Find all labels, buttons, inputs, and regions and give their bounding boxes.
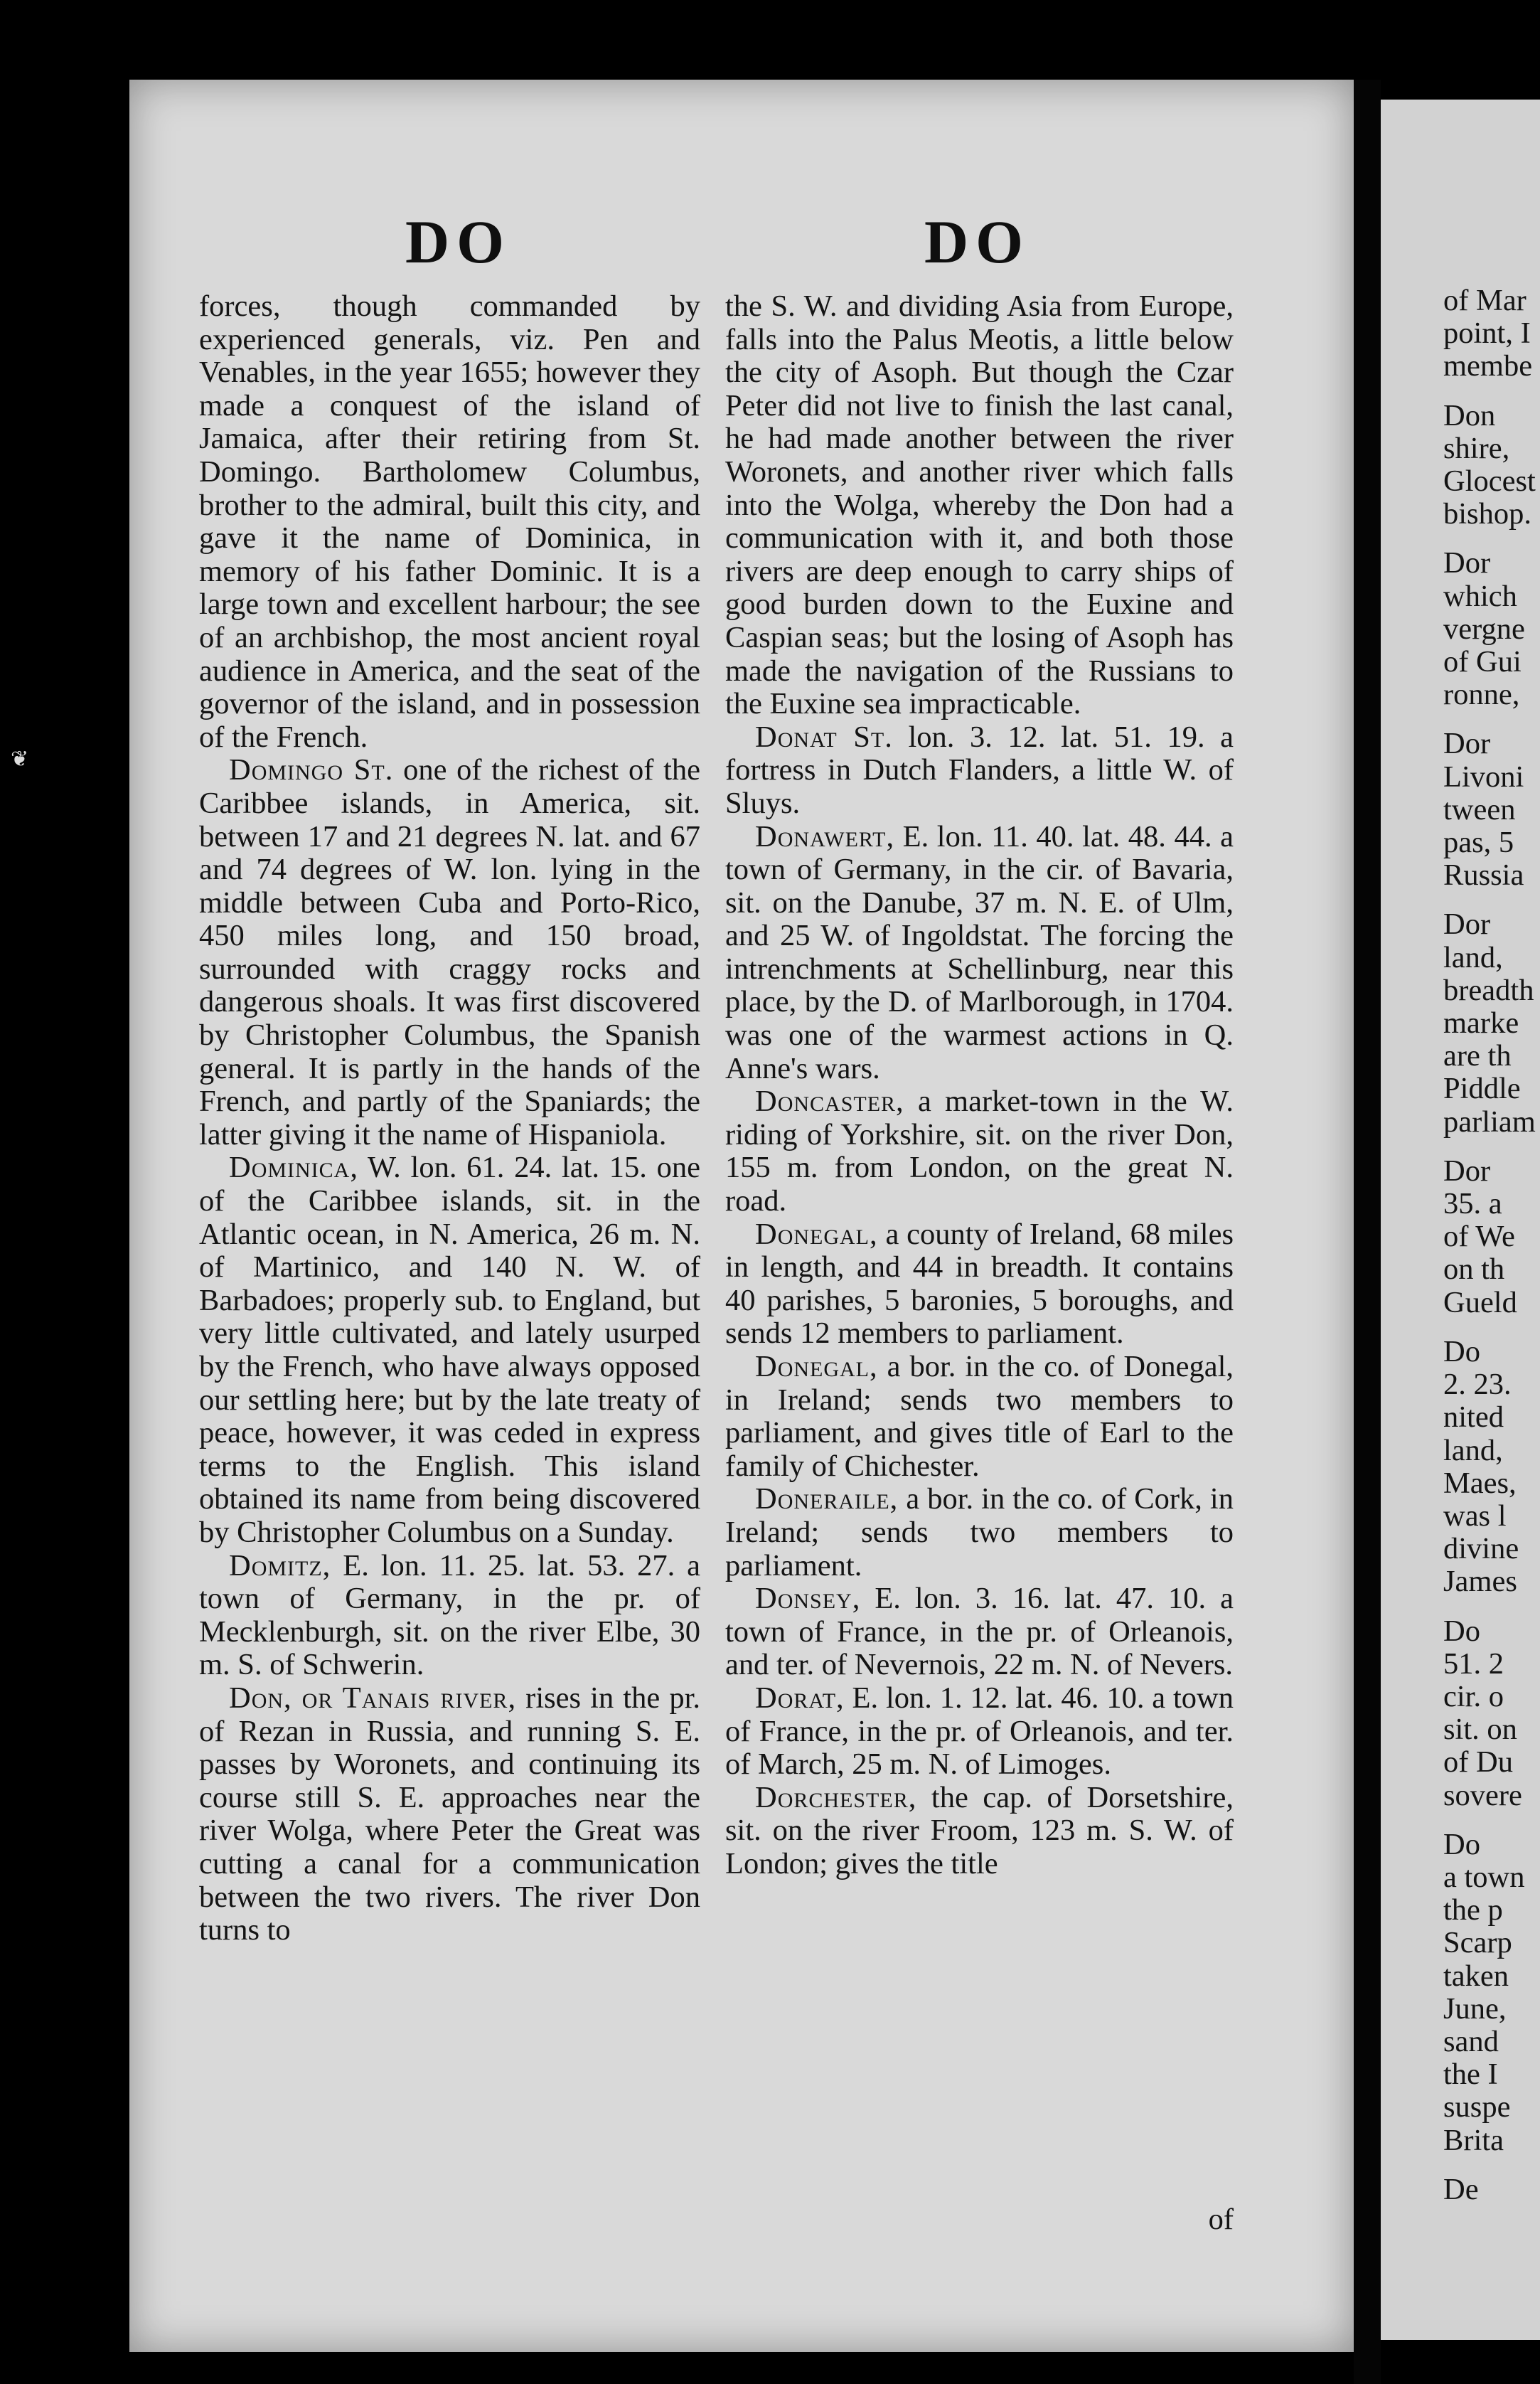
entry-headword: Doncaster, [755,1085,904,1119]
entry-headword: Dorchester, [755,1780,917,1814]
next-page-fragment: parliam [1443,1105,1536,1139]
left-column [199,290,700,1947]
next-page-fragment: suspe [1443,2090,1511,2124]
next-page-fragment: of We [1443,1220,1515,1254]
next-page-fragment: Scarp [1443,1926,1512,1960]
next-page-fragment: Livoni [1443,760,1524,794]
fragment-gap [1443,531,1540,547]
entry-headword: Donat St. [755,720,893,754]
next-page-fragment: was l [1443,1499,1507,1533]
entry-text: forces, though commanded by experienced generals, viz. Pen and Venables, in the year 1655; however they made a conquest of the island of Jamaica, after their retiring from St. Domingo. Bartholomew Columbus, brother to the admiral, built this city, and gave it the name of Dominica, in memory of his father Dominic. It is a large town and excellent harbour; the see of an archbishop, the most ancient royal audience in America, and the seat of the governor of the island, and in possession of the French. [199,289,700,754]
next-page-fragment: ronne, [1443,678,1520,712]
entry-text: a bor. in the co. of Cork, in Ireland; sends two members to parliament. [725,1482,1234,1582]
entry-headword: Domitz, [229,1548,331,1582]
next-page-fragment: are th [1443,1039,1512,1073]
entry-continuation [725,290,1234,721]
entry-headword: Domingo St. [229,753,394,787]
running-head-right: DO [924,208,1030,276]
next-page-fragment: Russia [1443,858,1524,893]
fragment-gap [1443,2157,1540,2173]
right-column [725,290,1234,1881]
dictionary-entry [199,754,700,1151]
fragment-gap [1443,1599,1540,1615]
next-page-fragment: Brita [1443,2123,1504,2157]
next-page-fragment: taken [1443,1959,1509,1993]
entry-text: lon. 3. 12. lat. 51. 19. a fortress in Dutch Flanders, a little W. of Sluys. [725,720,1234,820]
next-page-fragment: sit. on [1443,1713,1517,1747]
next-page-fragment: sovere [1443,1778,1522,1812]
next-page-fragment: Do [1443,1334,1480,1368]
entry-text: a county of Ireland, 68 miles in length, and 44 in breadth. It contains 40 parishes, 5 baronies, 5 boroughs, and sends 12 members to parliament. [725,1217,1234,1351]
next-page-fragment: Glocest [1443,464,1536,499]
entry-headword: Donegal, [755,1350,878,1383]
dictionary-entry [725,1582,1234,1682]
entry-text: rises in the pr. of Rezan in Russia, and running S. E. passes by Woronets, and continuing its course still S. E. approaches near the river Wolga, where Peter the Great was cutting a canal for a communication between the two rivers. The river Don turns to [199,1681,700,1947]
next-page-fragment: membe [1443,349,1533,383]
next-page-fragment: the p [1443,1893,1503,1927]
entry-headword: Donsey, [755,1582,861,1616]
next-page-fragment: Don [1443,398,1496,432]
next-page-fragment: 2. 23. [1443,1368,1512,1402]
next-page-fragment: which [1443,579,1517,613]
next-page-fragment: breadth [1443,973,1534,1007]
dictionary-entry [725,1782,1234,1881]
entry-headword: Don, or Tanais river, [229,1681,517,1715]
next-page-fragments [1443,284,1540,2206]
next-page-fragment: the I [1443,2058,1498,2092]
entry-headword: Dominica, [229,1151,358,1185]
dictionary-entry [725,1483,1234,1582]
entry-text: the cap. of Dorsetshire, sit. on the river Froom, 123 m. S. W. of London; gives the title [725,1780,1234,1880]
dictionary-entry [725,1351,1234,1483]
entry-text: W. lon. 61. 24. lat. 15. one of the Caribbee islands, sit. in the Atlantic ocean, in N. America, 26 m. N. of Martinico, and 140 N. W. of Barbadoes; properly sub. to England, but very little cultivated, and lately usurped by the French, who have always opposed our settling here; but by the late treaty of peace, however, it was ceded in express terms to the English. This island obtained its name from being discovered by Christopher Columbus on a Sunday. [199,1151,701,1549]
next-page-fragment: of Mar [1443,284,1526,317]
next-page-fragment: pas, 5 [1443,826,1514,860]
next-page-fragment: shire, [1443,431,1510,465]
next-page-fragment: Dor [1443,908,1491,942]
dictionary-entry [199,1682,700,1947]
next-page-fragment: Dor [1443,546,1491,580]
next-page-fragment: on th [1443,1252,1505,1287]
margin-mark-icon: ❦ [11,747,29,772]
next-page-fragment: vergne [1443,612,1525,646]
entry-text: E. lon. 1. 12. lat. 46. 10. a town of France, in the pr. of Orleanois, and ter. of March, 25 m. N. of Limoges. [725,1681,1234,1782]
next-page-fragment: 51. 2 [1443,1646,1504,1681]
next-page-fragment: marke [1443,1006,1519,1041]
next-page-fragment: De [1443,2172,1479,2206]
next-page-fragment: divine [1443,1532,1519,1566]
entry-headword: Donawert, [755,819,895,853]
entry-continuation [199,290,700,754]
dictionary-entry [725,821,1234,1086]
dictionary-entry [199,1151,700,1549]
next-page-fragment: a town [1443,1860,1525,1894]
fragment-gap [1443,383,1540,400]
next-page-fragment: sand [1443,2024,1499,2058]
next-page-fragment: Do [1443,1827,1480,1861]
next-page-fragment: point, I [1443,316,1531,351]
next-page-fragment: Gueld [1443,1285,1517,1319]
next-page-fragment: of Du [1443,1745,1513,1779]
entry-headword: Dorat, [755,1681,845,1715]
dictionary-entry [199,1550,700,1682]
next-page-fragment: land, [1443,940,1503,974]
entry-headword: Doneraile, [755,1482,899,1516]
entry-text: a bor. in the co. of Donegal, in Ireland; sends two members to parliament, and gives title of Earl to the family of Chichester. [725,1350,1234,1483]
fragment-gap [1443,1812,1540,1829]
dictionary-entry [725,1085,1234,1218]
fragment-gap [1443,892,1540,908]
catchword: of [1208,2203,1234,2236]
next-page-fragment: Do [1443,1614,1480,1648]
dictionary-entry [725,1218,1234,1351]
next-page-fragment: James [1443,1565,1517,1599]
running-head-left: DO [405,208,511,276]
fragment-gap [1443,711,1540,728]
entry-text: one of the richest of the Caribbee islands, in America, sit. between 17 and 21 degrees N. lat. and 67 and 74 degrees of W. lon. lying in the middle between Cuba and Porto-Rico, 450 miles long, and 150 broad, surrounded with craggy rocks and dangerous shoals. It was first discovered by Christopher Columbus, the Spanish general. It is partly in the hands of the French, and partly of the Spaniards; the latter giving it the name of Hispaniola. [199,753,701,1151]
fragment-gap [1443,1139,1540,1155]
next-page-fragment: of Gui [1443,645,1522,679]
page-gutter [1354,80,1381,2384]
fragment-gap [1443,1319,1540,1336]
entry-text: the S. W. and dividing Asia from Europe, falls into the Palus Meotis, a little below the city of Asoph. But though the Czar Peter did not live to finish the last canal, he had made another between the river Woronets, and another river which falls into the Wolga, whereby the Don had a communication with it, and both those rivers are deep enough to carry ships of good burden down to the Euxine and Caspian seas; but the losing of Asoph has made the navigation of the Russians to the Euxine sea impracticable. [725,289,1234,721]
next-page-fragment: Piddle [1443,1072,1521,1106]
next-page-fragment: June, [1443,1991,1507,2026]
entry-text: a market-town in the W. riding of Yorkshire, sit. on the river Don, 155 m. from London, on the great N. road. [725,1085,1234,1218]
dictionary-entry [725,721,1234,821]
next-page-fragment: 35. a [1443,1187,1502,1221]
next-page-fragment: bishop. [1443,497,1531,531]
next-page-fragment: tween [1443,792,1516,826]
next-page-fragment: cir. o [1443,1679,1504,1713]
entry-text: E. lon. 11. 25. lat. 53. 27. a town of Germany, in the pr. of Mecklenburgh, sit. on the river Elbe, 30 m. S. of Schwerin. [199,1548,701,1682]
entry-text: E. lon. 3. 16. lat. 47. 10. a town of France, in the pr. of Orleanois, and ter. of Nevernois, 22 m. N. of Nevers. [725,1582,1234,1682]
next-page-fragment: Maes, [1443,1466,1517,1500]
next-page-fragment: Dor [1443,1154,1491,1188]
next-page-fragment: nited [1443,1400,1504,1435]
dictionary-entry [725,1682,1234,1782]
entry-text: E. lon. 11. 40. lat. 48. 44. a town of Germany, in the cir. of Bavaria, sit. on the Danube, 37 m. N. E. of Ulm, and 25 W. of Ingoldstat. The forcing the intrenchments at Schellinburg, near this place, by the D. of Marlborough, in 1704. was one of the warmest actions in Q. Anne's wars. [725,819,1234,1085]
entry-headword: Donegal, [755,1217,878,1251]
next-page-fragment: land, [1443,1433,1503,1467]
next-page-fragment: Dor [1443,727,1491,761]
